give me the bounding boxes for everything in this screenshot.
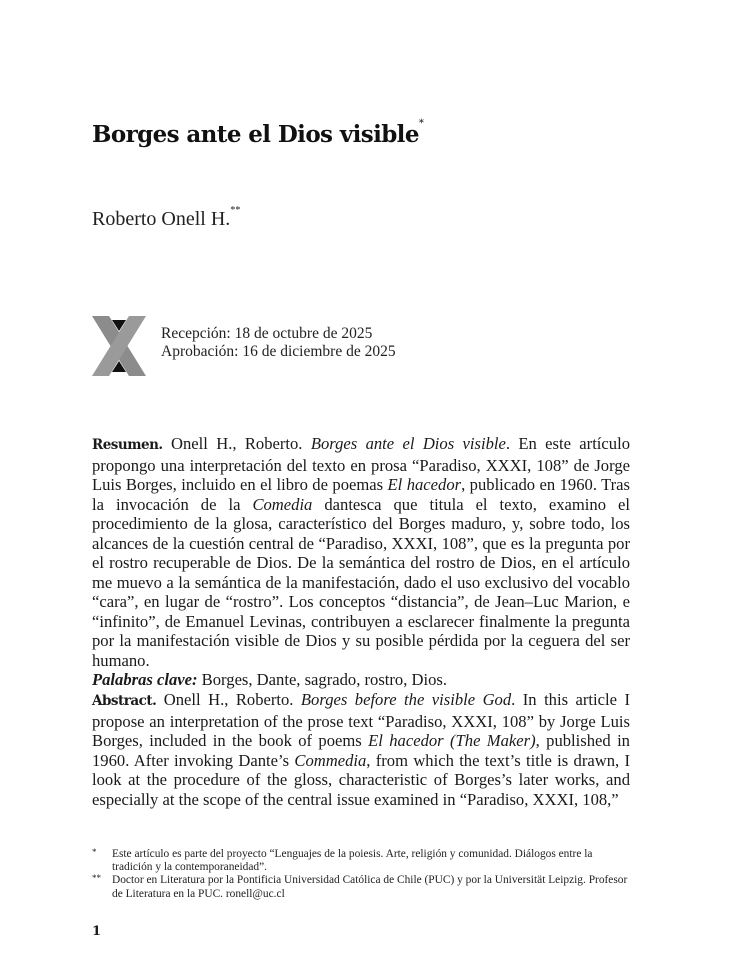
resumen-section <box>92 434 630 690</box>
footnote-1-mark: * <box>92 847 97 857</box>
resumen-text-3: dantesca que titula el texto, examino el procedimiento de la glosa, característico del Borges maduro, y, sobre todo, los alcances de la cuestión central de “Paradiso, XXXI, 108”, que es la pregunta por el rostro recuperable de Dios. De la semántica del rostro de Dios, en el artículo me muevo a la semántica de la manifestación, dado el uso exclusivo del vocablo “cara”, en lugar de “rostro”. Los conceptos “distancia”, de Jean–Luc Marion, e “infinito”, de Emanuel Levinas, contribuyen a esclarecer finalmente la pregunta por la manifestación visible de Dios y su posible pérdida por la ceguera del ser humano. <box>92 494 630 670</box>
author-line <box>92 205 241 231</box>
abstract-book: El hacedor (The Maker) <box>368 731 536 750</box>
footnotes <box>92 848 632 901</box>
abstract-title: Borges before the visible God <box>300 690 512 709</box>
article-title <box>92 118 692 148</box>
abstract-text-3: , from which the text’s title is drawn, I look at the procedure of the gloss, characteristic of Borges’s later works, and especially at the scope of the central issue examined in “Paradiso, XXXI, 108,” <box>92 750 631 809</box>
footnote-2-text: Doctor en Literatura por la Pontificia Universidad Católica de Chile (PUC) y por la Universität Leipzig. Profesor de Literatura en la PUC. ronell@uc.cl <box>112 874 628 900</box>
resumen-label: Resumen. <box>92 437 163 453</box>
footnote-1 <box>92 848 632 874</box>
abstract-label: Abstract. <box>92 693 157 709</box>
article-title-text: Borges ante el Dios visible <box>92 121 419 148</box>
journal-x-logo-icon <box>92 316 146 376</box>
abstract-text-1: . In this article I propose an interpretation of the prose text “Paradiso, XXXI, 108” by Jorge Luis Borges, included in the book of poems <box>92 690 630 750</box>
resumen-text-2: , publicado en 1960. Tras la invocación de la <box>92 475 631 514</box>
reception-date: Recepción: 18 de octubre de 2025 <box>161 325 373 342</box>
abstract-text-2: , published in 1960. After invoking Dante’s <box>92 731 630 770</box>
author-footnote-mark: ** <box>230 205 241 216</box>
resumen-text-1: . En este artículo propongo una interpretación del texto en prosa “Paradiso, XXXI, 108” de Jorge Luis Borges, incluido en el libro de poemas <box>92 434 630 494</box>
page-number: 1 <box>92 924 102 939</box>
keywords: Borges, Dante, sagrado, rostro, Dios. <box>197 670 448 689</box>
resumen-title: Borges ante el Dios visible <box>310 434 506 453</box>
author-name: Roberto Onell H. <box>92 208 231 230</box>
keywords-label: Palabras clave: <box>92 670 198 689</box>
abstract-author-ref: Onell H., Roberto. <box>156 690 301 709</box>
abstract-commedia: Commedia <box>294 750 367 770</box>
abstract-section <box>92 690 630 809</box>
footnote-2-mark: ** <box>92 873 101 884</box>
footnote-1-text: Este artículo es parte del proyecto “Lenguajes de la poiesis. Arte, religión y comunidad. Diálogos entre la tradición y la contemporaneidad”. <box>112 848 593 874</box>
resumen-author-ref: Onell H., Roberto. <box>162 434 311 453</box>
approval-date: Aprobación: 16 de diciembre de 2025 <box>161 343 396 360</box>
title-footnote-mark: * <box>418 118 424 129</box>
footnote-2 <box>92 874 632 900</box>
resumen-comedia: Comedia <box>252 494 313 514</box>
resumen-book: El hacedor <box>387 475 462 494</box>
publication-dates <box>161 325 396 361</box>
